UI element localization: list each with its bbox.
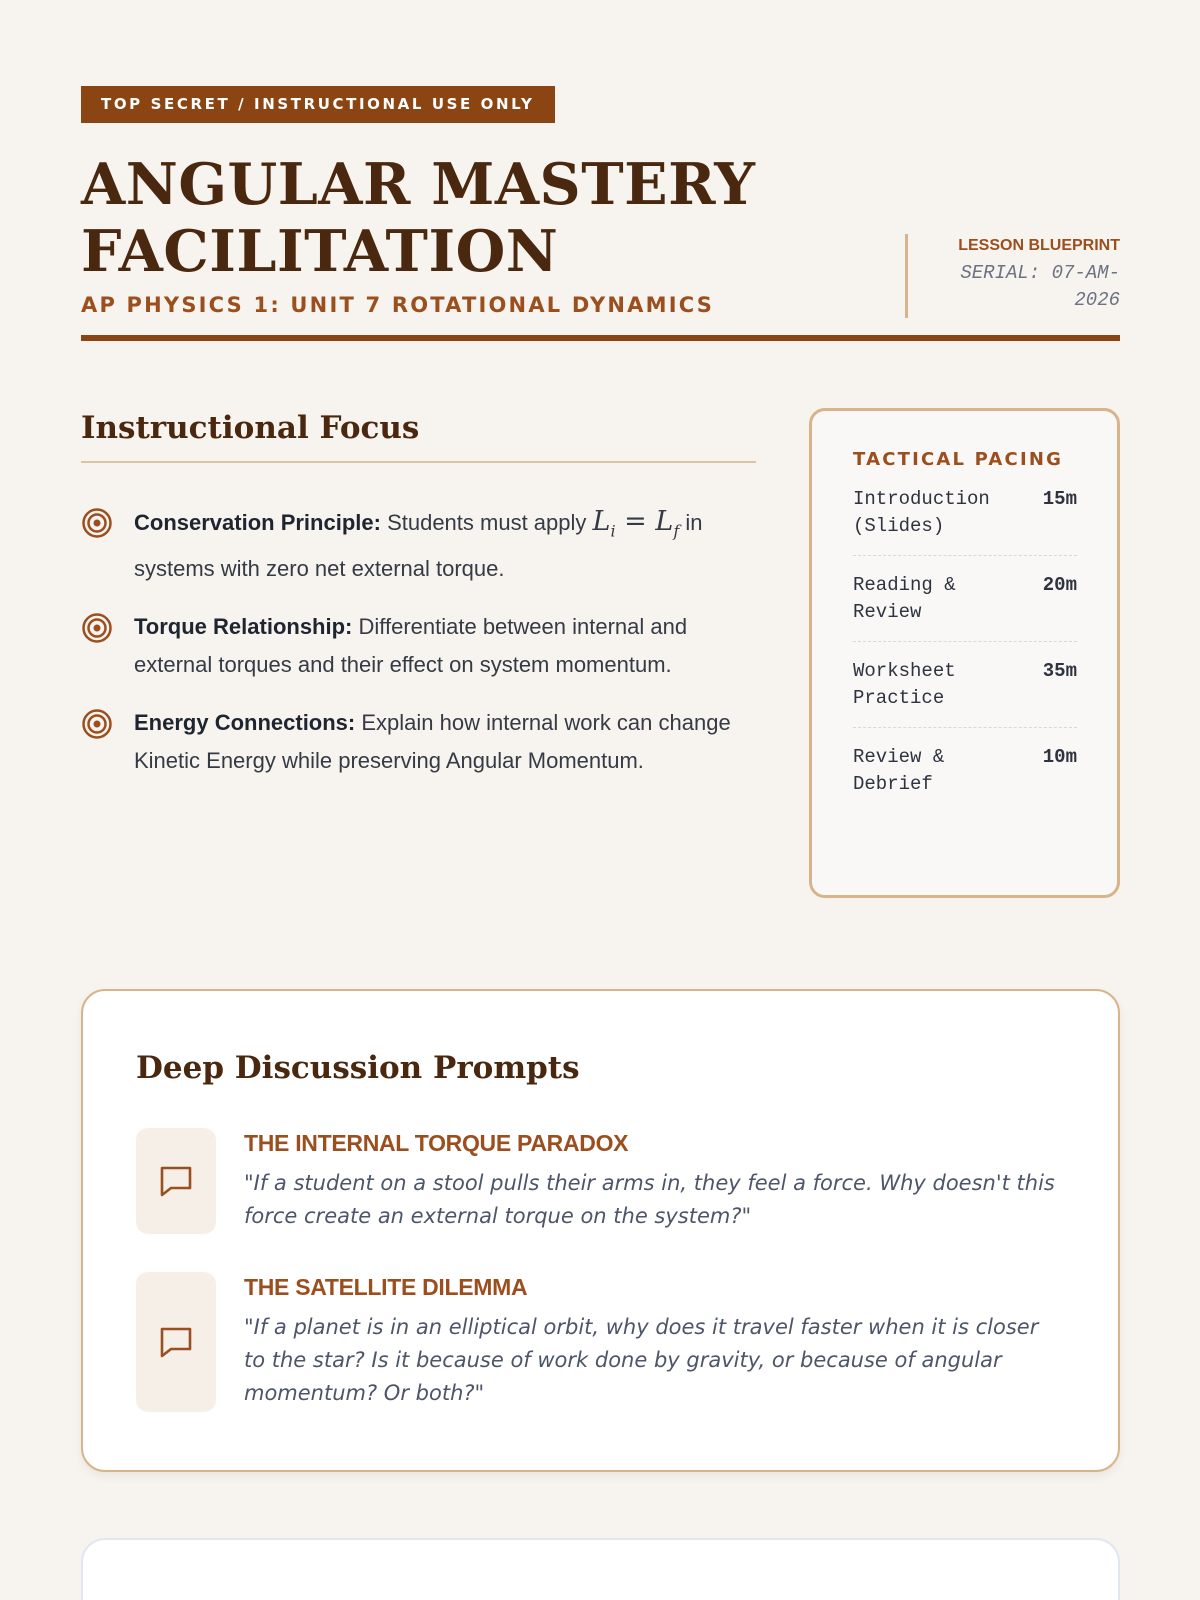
discussion-prompt — [136, 1272, 1066, 1410]
pacing-activity: Worksheet Practice — [853, 660, 956, 709]
prompt-icon-box — [136, 1272, 216, 1412]
math-symbol: L — [655, 506, 674, 537]
objective-list — [81, 503, 756, 780]
pacing-row — [853, 642, 1077, 728]
pacing-title: TACTICAL PACING — [853, 449, 1064, 470]
math-symbol: L — [592, 506, 611, 537]
prompt-title: THE SATELLITE DILEMMA — [244, 1274, 528, 1300]
prompt-icon-box — [136, 1128, 216, 1234]
chat-bubble-icon — [157, 1162, 195, 1200]
math-operator: = — [615, 506, 656, 537]
instructional-focus-section — [81, 408, 756, 800]
chat-bubble-icon — [157, 1323, 195, 1361]
objective-text: in systems with zero net external torque. — [134, 510, 703, 582]
target-icon — [81, 708, 113, 740]
pacing-activity: Review & Debrief — [853, 746, 945, 795]
objective-text: Differentiate between internal and external torques and their effect on system momentum. — [134, 614, 688, 678]
pacing-time: 35m — [1042, 660, 1077, 682]
pacing-row — [853, 470, 1077, 556]
pacing-activity: Reading & Review — [853, 574, 956, 623]
list-item — [81, 704, 756, 780]
list-item — [81, 608, 756, 684]
discussion-prompt — [136, 1128, 1066, 1233]
math-subscript: f — [673, 521, 680, 541]
next-section-card — [81, 1538, 1120, 1600]
prompt-title: THE INTERNAL TORQUE PARADOX — [244, 1130, 629, 1156]
target-icon — [81, 507, 113, 539]
prompt-text: "If a student on a stool pulls their arms in, they feel a force. Why doesn't this force create an external torque on the system?" — [244, 1171, 1055, 1228]
pacing-time: 15m — [1042, 488, 1077, 510]
title-line-1: ANGULAR MASTERY — [81, 151, 756, 218]
objective-text: Students must apply — [380, 510, 593, 535]
blueprint-info — [905, 234, 1120, 318]
lesson-page — [81, 86, 1120, 896]
objective-label: Torque Relationship: — [134, 614, 353, 640]
pacing-activity: Introduction (Slides) — [853, 488, 990, 537]
header — [81, 151, 1120, 329]
target-icon — [81, 612, 113, 644]
objective-text: Explain how internal work can change Kinetic Energy while preserving Angular Momentum. — [134, 710, 731, 774]
pacing-time: 20m — [1042, 574, 1077, 596]
pacing-row — [853, 556, 1077, 642]
objective-label: Energy Connections: — [134, 710, 356, 736]
tactical-pacing-panel — [809, 408, 1120, 898]
blueprint-label: LESSON BLUEPRINT — [958, 237, 1120, 254]
list-item — [81, 503, 756, 588]
header-divider — [81, 335, 1120, 341]
pacing-row — [853, 728, 1077, 813]
equation — [592, 506, 680, 541]
serial-number: SERIAL: 07-AM-2026 — [960, 262, 1120, 311]
classification-badge: TOP SECRET / INSTRUCTIONAL USE ONLY — [81, 86, 555, 123]
objective-label: Conservation Principle: — [134, 510, 381, 535]
math-subscript: i — [610, 521, 616, 541]
section-title: Deep Discussion Prompts — [136, 1050, 580, 1086]
prompt-text: "If a planet is in an elliptical orbit, why does it travel faster when it is closer to the star? Is it because of work done by gravity, or because of angular momentum? Or both?" — [244, 1315, 1039, 1405]
title-line-2: FACILITATION — [81, 218, 559, 285]
pacing-time: 10m — [1042, 746, 1077, 768]
discussion-prompts-card — [81, 989, 1120, 1472]
page-subtitle: AP PHYSICS 1: UNIT 7 ROTATIONAL DYNAMICS — [81, 293, 715, 317]
section-title: Instructional Focus — [81, 408, 756, 463]
focus-row — [81, 408, 1120, 896]
